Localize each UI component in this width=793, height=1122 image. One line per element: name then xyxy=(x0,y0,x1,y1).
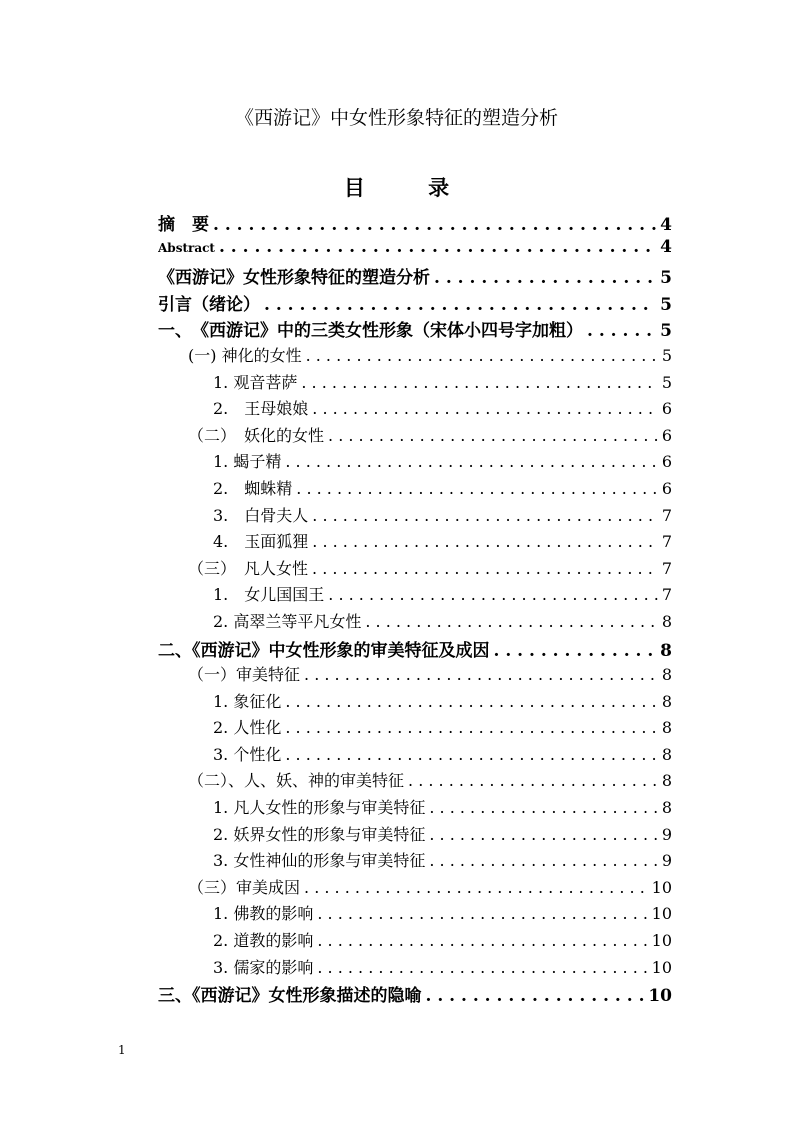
toc-entry-label: 2. 人性化 xyxy=(213,718,282,738)
toc-leader-dots xyxy=(328,585,658,604)
toc-entry[interactable] xyxy=(158,795,672,822)
toc-entry[interactable] xyxy=(158,370,672,397)
toc-entry-page: 10 xyxy=(651,904,672,924)
toc-entry-label: 1. 蝎子精 xyxy=(213,452,282,472)
toc-entry-page: 8 xyxy=(661,771,672,791)
toc-entry-page: 6 xyxy=(661,478,672,498)
toc-entry-page: 10 xyxy=(651,931,672,951)
toc-entry-label: (一) 神化的女性 xyxy=(188,345,302,365)
toc-entry[interactable] xyxy=(158,316,672,343)
toc-entry-page: 4 xyxy=(660,236,672,257)
toc-leader-dots xyxy=(429,851,657,870)
toc-leader-dots xyxy=(587,321,656,341)
toc-entry-label: 4. 玉面狐狸 xyxy=(213,532,309,552)
toc-entry-page: 10 xyxy=(651,877,672,897)
toc-entry-page: 7 xyxy=(661,585,672,605)
toc-leader-dots xyxy=(494,641,657,661)
toc-entry[interactable] xyxy=(158,848,672,875)
toc-leader-dots xyxy=(304,665,658,684)
toc-entry-label: 3. 个性化 xyxy=(213,744,282,764)
toc-entry[interactable] xyxy=(158,237,672,264)
toc-leader-dots xyxy=(429,798,657,817)
toc-leader-dots xyxy=(312,532,658,551)
toc-entry-page: 7 xyxy=(661,505,672,525)
toc-entry-page: 6 xyxy=(661,425,672,445)
toc-leader-dots xyxy=(301,373,657,392)
toc-entry-page: 10 xyxy=(651,957,672,977)
toc-leader-dots xyxy=(213,215,656,235)
toc-leader-dots xyxy=(328,426,658,445)
toc-entry-label: 1. 观音菩萨 xyxy=(213,372,298,392)
toc-entry-label: Abstract xyxy=(158,240,215,255)
toc-entry[interactable] xyxy=(158,822,672,849)
toc-entry[interactable] xyxy=(158,263,672,290)
toc-entry-page: 5 xyxy=(660,294,672,315)
toc-entry-page: 10 xyxy=(648,986,672,1007)
toc-entry[interactable] xyxy=(158,343,672,370)
toc-leader-dots xyxy=(408,771,658,790)
toc-entry-page: 9 xyxy=(661,824,672,844)
toc-entry-page: 7 xyxy=(661,558,672,578)
toc-entry[interactable] xyxy=(158,742,672,769)
toc-leader-dots xyxy=(317,958,647,977)
toc-entry-page: 5 xyxy=(660,321,672,342)
toc-entry[interactable] xyxy=(158,476,672,503)
toc-entry-page: 9 xyxy=(661,851,672,871)
toc-entry-label: 摘 要 xyxy=(158,215,209,235)
toc-entry-label: 1. 象征化 xyxy=(213,691,282,711)
toc-entry[interactable] xyxy=(158,955,672,982)
toc-leader-dots xyxy=(264,295,656,315)
toc-leader-dots xyxy=(285,745,657,764)
toc-entry-label: 2. 妖界女性的形象与审美特征 xyxy=(213,824,426,844)
toc-entry[interactable] xyxy=(158,210,672,237)
toc-entry-page: 6 xyxy=(661,452,672,472)
toc-entry-label: 3. 白骨夫人 xyxy=(213,505,309,525)
toc-leader-dots xyxy=(285,452,657,471)
toc-entry-page: 5 xyxy=(660,268,672,289)
toc-entry-label: 1. 女儿国国王 xyxy=(213,585,325,605)
toc-entry-label: 二、《西游记》中女性形象的审美特征及成因 xyxy=(158,640,490,661)
toc-entry-page: 8 xyxy=(661,798,672,818)
toc-leader-dots xyxy=(285,718,657,737)
toc-entry-page: 7 xyxy=(661,532,672,552)
toc-leader-dots xyxy=(317,904,647,923)
toc-leader-dots xyxy=(426,986,645,1006)
toc-entry-label: 引言（绪论） xyxy=(158,294,260,315)
toc-entry-label: 《西游记》女性形象特征的塑造分析 xyxy=(158,268,430,289)
toc-entry-label: （一）审美特征 xyxy=(188,665,301,685)
document-title: 《西游记》中女性形象特征的塑造分析 xyxy=(234,107,558,129)
table-of-contents xyxy=(158,210,672,1008)
toc-entry[interactable] xyxy=(158,556,672,583)
toc-entry-label: （三） 凡人女性 xyxy=(188,558,309,578)
page-number: 1 xyxy=(118,1043,126,1057)
toc-entry[interactable] xyxy=(158,582,672,609)
toc-leader-dots xyxy=(306,346,658,365)
toc-entry[interactable] xyxy=(158,609,672,636)
toc-entry[interactable] xyxy=(158,901,672,928)
toc-leader-dots xyxy=(434,268,656,288)
toc-entry[interactable] xyxy=(158,689,672,716)
toc-entry[interactable] xyxy=(158,768,672,795)
toc-entry-label: 1. 凡人女性的形象与审美特征 xyxy=(213,798,426,818)
toc-leader-dots xyxy=(296,479,658,498)
toc-leader-dots xyxy=(317,931,647,950)
toc-entry[interactable] xyxy=(158,636,672,663)
toc-entry-page: 5 xyxy=(661,372,672,392)
toc-entry[interactable] xyxy=(158,503,672,530)
toc-entry-label: 2. 王母娘娘 xyxy=(213,399,309,419)
toc-entry-label: 2. 高翠兰等平凡女性 xyxy=(213,611,362,631)
toc-entry-label: （二） 妖化的女性 xyxy=(188,425,325,445)
toc-entry-page: 5 xyxy=(661,345,672,365)
toc-entry[interactable] xyxy=(158,423,672,450)
toc-entry[interactable] xyxy=(158,396,672,423)
toc-entry[interactable] xyxy=(158,529,672,556)
toc-entry-label: 一、 《西游记》中的三类女性形象（宋体小四号字加粗） xyxy=(158,321,583,342)
toc-entry[interactable] xyxy=(158,715,672,742)
toc-leader-dots xyxy=(219,237,656,257)
toc-entry-page: 8 xyxy=(661,691,672,711)
toc-leader-dots xyxy=(312,559,658,578)
toc-leader-dots xyxy=(312,399,658,418)
toc-entry-page: 8 xyxy=(661,665,672,685)
toc-entry[interactable] xyxy=(158,875,672,902)
toc-entry-label: 1. 佛教的影响 xyxy=(213,904,314,924)
toc-leader-dots xyxy=(285,692,657,711)
toc-leader-dots xyxy=(365,612,657,631)
toc-entry-page: 4 xyxy=(660,215,672,235)
toc-entry-page: 8 xyxy=(660,640,672,661)
toc-leader-dots xyxy=(429,825,657,844)
toc-entry-label: （三）审美成因 xyxy=(188,877,301,897)
toc-leader-dots xyxy=(312,506,658,525)
toc-entry-page: 6 xyxy=(661,399,672,419)
toc-entry[interactable] xyxy=(158,449,672,476)
toc-entry-label: 2. 蜘蛛精 xyxy=(213,478,293,498)
toc-entry[interactable] xyxy=(158,290,672,317)
toc-entry-page: 8 xyxy=(661,611,672,631)
toc-entry[interactable] xyxy=(158,662,672,689)
toc-entry-label: 3. 女性神仙的形象与审美特征 xyxy=(213,851,426,871)
toc-entry-label: 3. 儒家的影响 xyxy=(213,957,314,977)
toc-entry[interactable] xyxy=(158,981,672,1008)
toc-entry-label: 2. 道教的影响 xyxy=(213,931,314,951)
toc-entry[interactable] xyxy=(158,928,672,955)
toc-heading: 目 录 xyxy=(343,175,478,200)
toc-entry-page: 8 xyxy=(661,718,672,738)
toc-entry-page: 8 xyxy=(661,744,672,764)
toc-entry-label: 三、《西游记》女性形象描述的隐喻 xyxy=(158,986,422,1007)
toc-leader-dots xyxy=(304,878,648,897)
toc-entry-label: （二）、人、妖、神的审美特征 xyxy=(188,771,405,791)
